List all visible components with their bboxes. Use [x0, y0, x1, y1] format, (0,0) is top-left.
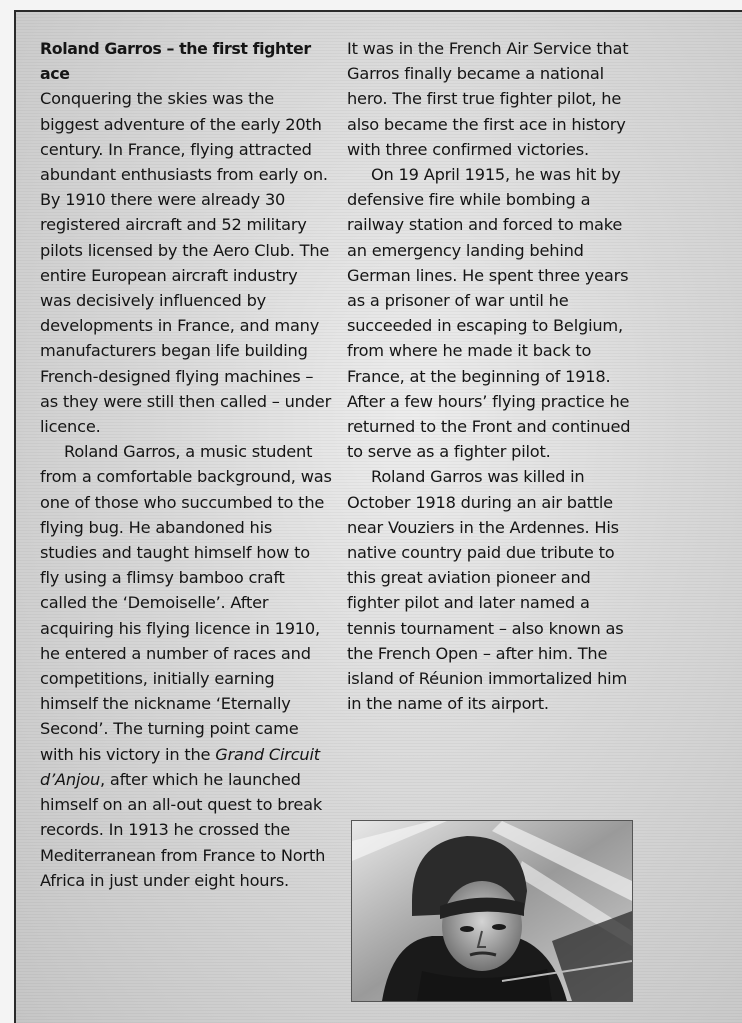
text-segment: It was in the French Air Service that Garros finally became a national hero. The first true fighter pilot, he also became the first ace in history with three confirmed victories. — [347, 39, 629, 159]
portrait-photo — [351, 820, 633, 1002]
text-segment: Roland Garros was killed in October 1918 during an air battle near Vouziers in the Ardennes. His native country paid due tribute to this great aviation pioneer and fighter pilot and later named a tennis tournament – also known as the French Open – after him. The island of Réunion immortalized him in the name of its airport. — [347, 467, 628, 714]
text-segment: On 19 April 1915, he was hit by defensive fire while bombing a railway station and forced to make an emergency landing behind German lines. He spent three years as a prisoner of war until he succeeded in escaping to Belgium, from where he made it back to France, at the beginning of 1918. After a few hours’ flying practice he returned to the Front and continued to serve as a fighter pilot. — [347, 165, 631, 462]
right-column — [347, 36, 637, 716]
paragraph — [40, 439, 332, 893]
paragraph — [347, 36, 637, 162]
italic-segment: Grand Circuit d’Anjou — [40, 744, 320, 789]
text-segment: Conquering the skies was the biggest adventure of the early 20th century. In France, flying attracted abundant enthusiasts from early on. By 1910 there were already 30 registered aircraft and 52 military pilots licensed by the Aero Club. The entire European aircraft industry was decisively influenced by developments in France, and many manufacturers began life building French-designed flying machines – as they were still then called – under licence. — [40, 89, 332, 437]
paragraph — [347, 162, 637, 464]
paragraph — [40, 86, 332, 439]
page — [14, 10, 742, 1023]
paragraph — [347, 464, 637, 716]
article-title: Roland Garros – the first fighter ace — [40, 39, 311, 84]
text-segment: , after which he launched himself on an all-out quest to break records. In 1913 he crossed the Mediterranean from France to North Africa in just under eight hours. — [40, 769, 326, 890]
text-segment: Roland Garros, a music student from a comfortable background, was one of those who succumbed to the flying bug. He abandoned his studies and taught himself how to fly using a flimsy bamboo craft called the ‘Demoiselle’. After acquiring his flying licence in 1910, he entered a number of races and competitions, initially earning himself the nickname ‘Eternally Second’. The turning point came with his victory in the — [40, 442, 332, 764]
left-column — [40, 36, 332, 893]
portrait-illustration — [352, 821, 632, 1001]
